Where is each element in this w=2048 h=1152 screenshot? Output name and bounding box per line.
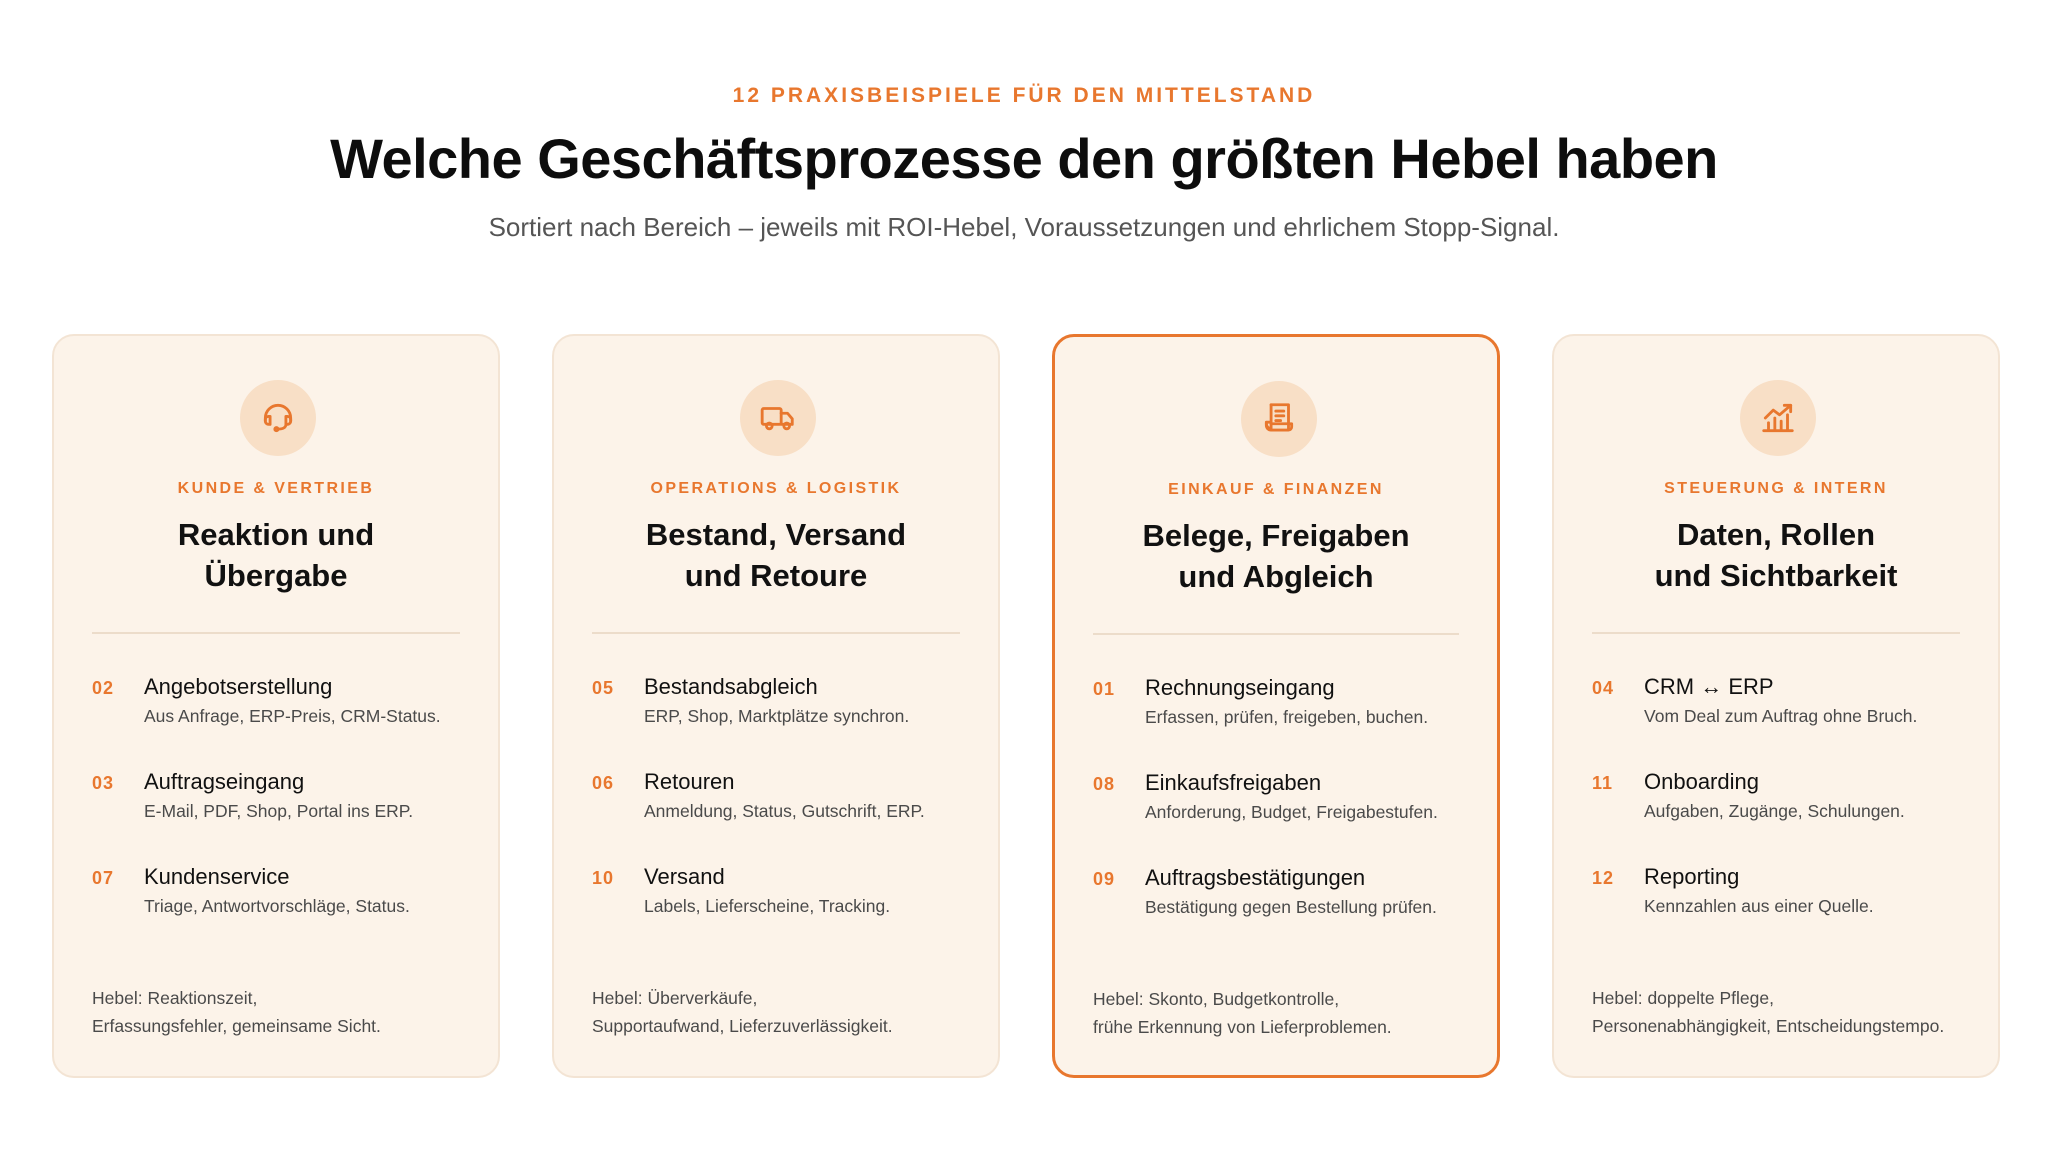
item-number: 06 — [592, 773, 615, 793]
item-name: Rechnungseingang — [1145, 675, 1335, 700]
item-description: Vom Deal zum Auftrag ohne Bruch. — [1644, 706, 1918, 726]
item-number: 07 — [92, 868, 115, 888]
item-name: Auftragseingang — [144, 769, 305, 794]
card-lever-text: Hebel: Überverkäufe, Supportaufwand, Lieferzuverlässigkeit. — [592, 988, 893, 1036]
card-category: KUNDE & VERTRIEB — [177, 480, 375, 497]
item-name: Auftragsbestätigungen — [1145, 865, 1366, 890]
item-name: Angebotserstellung — [144, 674, 333, 699]
item-name: Onboarding — [1644, 769, 1759, 794]
card-operations-logistik[interactable] — [552, 334, 1000, 1078]
card-kunde-vertrieb[interactable] — [52, 334, 500, 1078]
item-number: 10 — [592, 868, 615, 888]
item-number: 12 — [1592, 868, 1615, 888]
item-description: Anmeldung, Status, Gutschrift, ERP. — [644, 801, 925, 821]
headset-icon — [240, 380, 316, 456]
card-lever-text: Hebel: Reaktionszeit, Erfassungsfehler, gemeinsame Sicht. — [92, 988, 381, 1036]
card-title: Reaktion und Übergabe — [177, 517, 375, 593]
item-number: 05 — [592, 678, 615, 698]
card-divider — [1093, 633, 1459, 635]
item-description: Labels, Lieferscheine, Tracking. — [644, 896, 891, 916]
item-description: Anforderung, Budget, Freigabestufen. — [1145, 802, 1438, 822]
item-description: Kennzahlen aus einer Quelle. — [1644, 896, 1874, 916]
item-name: Einkaufsfreigaben — [1145, 770, 1322, 795]
truck-icon — [740, 380, 816, 456]
item-number: 08 — [1093, 774, 1116, 794]
item-description: Aufgaben, Zugänge, Schulungen. — [1644, 801, 1905, 821]
card-title: Bestand, Versand und Retoure — [645, 517, 907, 593]
item-description: ERP, Shop, Marktplätze synchron. — [644, 706, 910, 726]
item-name: Reporting — [1644, 864, 1740, 889]
item-description: Bestätigung gegen Bestellung prüfen. — [1145, 897, 1437, 917]
card-divider — [92, 632, 460, 634]
item-description: Erfassen, prüfen, freigeben, buchen. — [1145, 707, 1429, 727]
item-name: Bestandsabgleich — [644, 674, 818, 699]
item-name: Retouren — [644, 769, 735, 794]
item-number: 03 — [92, 773, 115, 793]
card-category: STEUERUNG & INTERN — [1664, 480, 1888, 497]
item-number: 09 — [1093, 869, 1116, 889]
card-divider — [1592, 632, 1960, 634]
item-description: Triage, Antwortvorschläge, Status. — [144, 896, 410, 916]
card-title: Belege, Freigaben und Abgleich — [1142, 518, 1410, 594]
page-title: Welche Geschäftsprozesse den größten Hebel haben — [330, 127, 1718, 190]
item-number: 01 — [1093, 679, 1116, 699]
section-eyebrow: 12 PRAXISBEISPIELE FÜR DEN MITTELSTAND — [732, 84, 1316, 107]
card-lever-text: Hebel: doppelte Pflege, Personenabhängigkeit, Entscheidungstempo. — [1592, 988, 1945, 1036]
item-name: Versand — [644, 864, 725, 889]
item-number: 02 — [92, 678, 115, 698]
item-description: E-Mail, PDF, Shop, Portal ins ERP. — [144, 801, 414, 821]
item-number: 11 — [1592, 773, 1614, 793]
card-einkauf-finanzen[interactable] — [1052, 334, 1500, 1078]
card-divider — [592, 632, 960, 634]
card-steuerung-intern[interactable] — [1552, 334, 2000, 1078]
chart-icon — [1740, 380, 1816, 456]
item-number: 04 — [1592, 678, 1615, 698]
item-name: CRM ↔ ERP — [1644, 674, 1774, 699]
receipt-icon — [1241, 381, 1317, 457]
page-subtitle: Sortiert nach Bereich – jeweils mit ROI-Hebel, Voraussetzungen und ehrlichem Stopp-Signal. — [488, 212, 1560, 242]
item-description: Aus Anfrage, ERP-Preis, CRM-Status. — [144, 706, 441, 726]
card-category: OPERATIONS & LOGISTIK — [650, 480, 902, 497]
card-lever-text: Hebel: Skonto, Budgetkontrolle, frühe Erkennung von Lieferproblemen. — [1093, 989, 1392, 1037]
item-name: Kundenservice — [144, 864, 290, 889]
card-category: EINKAUF & FINANZEN — [1168, 481, 1384, 498]
card-title: Daten, Rollen und Sichtbarkeit — [1654, 517, 1898, 593]
